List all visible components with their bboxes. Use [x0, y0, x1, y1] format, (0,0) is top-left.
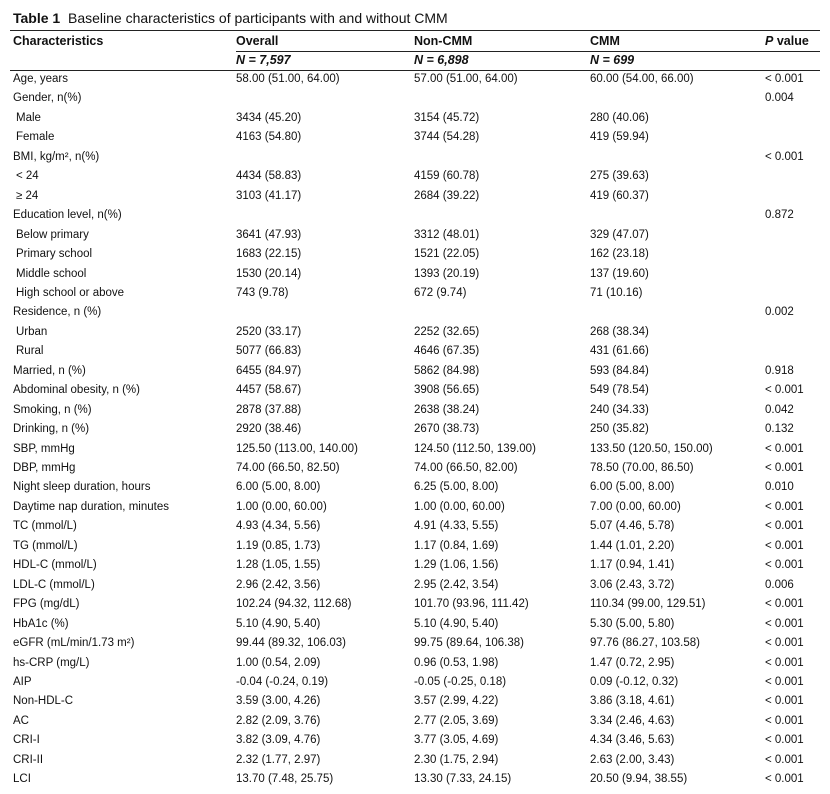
row-label: LDL-C (mmol/L) [13, 578, 95, 591]
cell-non-cmm: 5.10 (4.90, 5.40) [414, 617, 499, 630]
cell-non-cmm: 2670 (38.73) [414, 423, 480, 436]
row-label: DBP, mmHg [13, 462, 76, 474]
table-row [10, 540, 820, 559]
table-row [10, 501, 820, 520]
cell-non-cmm: 6.25 (5.00, 8.00) [414, 481, 499, 494]
cell-non-cmm: 4159 (60.78) [414, 170, 480, 183]
cell-overall: 125.50 (113.00, 140.00) [236, 442, 358, 455]
table-row [10, 112, 820, 131]
cell-p-value: < 0.001 [765, 637, 804, 650]
cell-overall: 3.82 (3.09, 4.76) [236, 734, 321, 747]
cell-cmm: 419 (59.94) [590, 131, 649, 144]
cell-cmm: 250 (35.82) [590, 423, 649, 436]
cell-non-cmm: 2.77 (2.05, 3.69) [414, 714, 499, 727]
cell-p-value: < 0.001 [765, 73, 804, 85]
row-label: AIP [13, 675, 32, 688]
row-label: BMI, kg/m², n(%) [13, 150, 100, 163]
cell-cmm: 3.34 (2.46, 4.63) [590, 714, 675, 727]
table-caption-label: Table 1 [13, 10, 61, 26]
cell-cmm: 240 (34.33) [590, 403, 649, 416]
table-row [10, 92, 820, 111]
cell-overall: 5.10 (4.90, 5.40) [236, 617, 321, 630]
cell-p-value: < 0.001 [765, 520, 804, 533]
row-label: ≥ 24 [16, 189, 39, 202]
cell-overall: 4163 (54.80) [236, 131, 302, 144]
cell-cmm: 275 (39.63) [590, 170, 649, 183]
row-label: TC (mmol/L) [13, 520, 77, 533]
cell-non-cmm: 1.00 (0.00, 60.00) [414, 500, 505, 513]
cell-overall: 4434 (58.83) [236, 170, 302, 183]
cell-cmm: 97.76 (86.27, 103.58) [590, 637, 700, 650]
cell-overall: 3641 (47.93) [236, 228, 302, 241]
table-row [10, 190, 820, 209]
cell-non-cmm: 1393 (20.19) [414, 267, 480, 280]
header-value-word: value [773, 34, 809, 48]
table-row [10, 306, 820, 325]
cell-p-value: 0.002 [765, 306, 794, 319]
cell-non-cmm: 13.30 (7.33, 24.15) [414, 773, 512, 786]
table-row [10, 676, 820, 695]
cell-overall: 1.19 (0.85, 1.73) [236, 539, 321, 552]
table-row [10, 773, 820, 792]
cell-non-cmm: 124.50 (112.50, 139.00) [414, 442, 536, 455]
cell-p-value: 0.872 [765, 209, 794, 222]
cell-overall: 2.96 (2.42, 3.56) [236, 578, 321, 591]
row-label: HDL-C (mmol/L) [13, 559, 97, 572]
cell-cmm: 5.07 (4.46, 5.78) [590, 520, 675, 533]
table-row [10, 268, 820, 287]
table-row [10, 695, 820, 714]
table-row [10, 423, 820, 442]
table-row [10, 151, 820, 170]
row-label: LCI [13, 773, 31, 786]
row-label: eGFR (mL/min/1.73 m²) [13, 637, 135, 650]
cell-non-cmm: -0.05 (-0.25, 0.18) [414, 675, 507, 688]
cell-overall: 13.70 (7.48, 25.75) [236, 773, 334, 786]
cell-cmm: 137 (19.60) [590, 267, 649, 280]
cell-overall: 2920 (38.46) [236, 423, 302, 436]
table-row [10, 170, 820, 189]
cell-cmm: 5.30 (5.00, 5.80) [590, 617, 675, 630]
cell-overall: 2520 (33.17) [236, 325, 302, 338]
cell-p-value: < 0.001 [765, 695, 804, 708]
cell-non-cmm: 4.91 (4.33, 5.55) [414, 520, 499, 533]
row-label: Abdominal obesity, n (%) [13, 384, 140, 397]
cell-non-cmm: 101.70 (93.96, 111.42) [414, 598, 529, 611]
cell-non-cmm: 74.00 (66.50, 82.00) [414, 462, 518, 474]
table-row [10, 754, 820, 773]
row-label: Education level, n(%) [13, 209, 122, 222]
cell-p-value: < 0.001 [765, 753, 804, 766]
header-overall: Overall [236, 34, 279, 48]
cell-p-value: 0.918 [765, 364, 794, 377]
header-non-cmm: Non-CMM [414, 34, 473, 48]
row-label: SBP, mmHg [13, 442, 75, 455]
table-row [10, 715, 820, 734]
cell-cmm: 60.00 (54.00, 66.00) [590, 73, 694, 85]
row-label: AC [13, 714, 29, 727]
table-caption [13, 10, 448, 26]
table-row [10, 248, 820, 267]
row-label: Below primary [16, 228, 89, 241]
cell-cmm: 1.47 (0.72, 2.95) [590, 656, 675, 669]
row-label: Rural [16, 345, 44, 358]
table-row [10, 287, 820, 306]
cell-non-cmm: 2.30 (1.75, 2.94) [414, 753, 499, 766]
table-row [10, 209, 820, 228]
cell-p-value: < 0.001 [765, 559, 804, 572]
cell-overall: 4457 (58.67) [236, 384, 302, 397]
cell-overall: 3103 (41.17) [236, 189, 302, 202]
cell-p-value: < 0.001 [765, 384, 804, 397]
cell-overall: 743 (9.78) [236, 286, 289, 299]
cell-cmm: 431 (61.66) [590, 345, 649, 358]
row-label: Residence, n (%) [13, 306, 102, 319]
cell-cmm: 20.50 (9.94, 38.55) [590, 773, 688, 786]
table-row [10, 443, 820, 462]
cell-non-cmm: 3744 (54.28) [414, 131, 480, 144]
row-label: < 24 [16, 170, 39, 183]
table-row [10, 734, 820, 753]
header-bottom-rule [10, 70, 820, 71]
cell-p-value: < 0.001 [765, 734, 804, 747]
cell-cmm: 419 (60.37) [590, 189, 649, 202]
cell-cmm: 78.50 (70.00, 86.50) [590, 462, 694, 474]
table-row [10, 598, 820, 617]
cell-non-cmm: 99.75 (89.64, 106.38) [414, 637, 524, 650]
cell-overall: 3.59 (3.00, 4.26) [236, 695, 321, 708]
cell-cmm: 593 (84.84) [590, 364, 649, 377]
table-row [10, 481, 820, 500]
cell-cmm: 3.06 (2.43, 3.72) [590, 578, 675, 591]
cell-p-value: 0.132 [765, 423, 794, 436]
cell-cmm: 268 (38.34) [590, 325, 649, 338]
cell-overall: 4.93 (4.34, 5.56) [236, 520, 321, 533]
cell-cmm: 549 (78.54) [590, 384, 649, 397]
cell-overall: 1683 (22.15) [236, 248, 302, 261]
row-label: TG (mmol/L) [13, 539, 78, 552]
cell-p-value: 0.006 [765, 578, 794, 591]
cell-overall: 6455 (84.97) [236, 364, 302, 377]
table-row [10, 520, 820, 539]
row-label: High school or above [16, 286, 125, 299]
table-row [10, 579, 820, 598]
cell-non-cmm: 57.00 (51.00, 64.00) [414, 73, 518, 85]
row-label: Urban [16, 325, 48, 338]
cell-non-cmm: 1.17 (0.84, 1.69) [414, 539, 499, 552]
header-cmm: CMM [590, 34, 620, 48]
cell-non-cmm: 672 (9.74) [414, 286, 467, 299]
row-label: hs-CRP (mg/L) [13, 656, 90, 669]
cell-cmm: 162 (23.18) [590, 248, 649, 261]
header-characteristics: Characteristics [13, 34, 104, 48]
table-row [10, 559, 820, 578]
cell-non-cmm: 2252 (32.65) [414, 325, 480, 338]
cell-p-value: < 0.001 [765, 539, 804, 552]
cell-overall: 6.00 (5.00, 8.00) [236, 481, 321, 494]
cell-overall: 1530 (20.14) [236, 267, 302, 280]
cell-p-value: < 0.001 [765, 442, 804, 455]
cell-non-cmm: 1.29 (1.06, 1.56) [414, 559, 499, 572]
cell-non-cmm: 2638 (38.24) [414, 403, 480, 416]
cell-cmm: 133.50 (120.50, 150.00) [590, 442, 713, 455]
cell-cmm: 71 (10.16) [590, 286, 643, 299]
cell-non-cmm: 3.57 (2.99, 4.22) [414, 695, 499, 708]
row-label: Night sleep duration, hours [13, 481, 151, 494]
cell-p-value: < 0.001 [765, 773, 804, 786]
cell-p-value: < 0.001 [765, 656, 804, 669]
row-label: Smoking, n (%) [13, 403, 92, 416]
cell-p-value: < 0.001 [765, 150, 804, 163]
cell-non-cmm: 5862 (84.98) [414, 364, 480, 377]
table-row [10, 73, 820, 92]
cell-overall: 1.00 (0.54, 2.09) [236, 656, 321, 669]
cell-cmm: 4.34 (3.46, 5.63) [590, 734, 675, 747]
cell-cmm: 329 (47.07) [590, 228, 649, 241]
cell-p-value: 0.004 [765, 92, 794, 105]
n-cmm: N = 699 [590, 53, 635, 67]
row-label: Daytime nap duration, minutes [13, 500, 169, 513]
n-overall: N = 7,597 [236, 53, 291, 67]
row-label: Primary school [16, 248, 93, 261]
table-row [10, 404, 820, 423]
cell-overall: 99.44 (89.32, 106.03) [236, 637, 346, 650]
cell-overall: 3434 (45.20) [236, 111, 302, 124]
cell-p-value: 0.010 [765, 481, 794, 494]
cell-p-value: < 0.001 [765, 617, 804, 630]
cell-p-value: < 0.001 [765, 500, 804, 513]
cell-non-cmm: 3.77 (3.05, 4.69) [414, 734, 499, 747]
table-row [10, 131, 820, 150]
cell-p-value: < 0.001 [765, 675, 804, 688]
cell-overall: 5077 (66.83) [236, 345, 302, 358]
table-row [10, 657, 820, 676]
table-row [10, 618, 820, 637]
row-label: Middle school [16, 267, 87, 280]
row-label: Drinking, n (%) [13, 423, 90, 436]
table-row [10, 365, 820, 384]
header-p-letter: P [765, 34, 774, 48]
cell-overall: 2.82 (2.09, 3.76) [236, 714, 321, 727]
cell-cmm: 280 (40.06) [590, 111, 649, 124]
cell-p-value: 0.042 [765, 403, 794, 416]
cell-non-cmm: 3154 (45.72) [414, 111, 480, 124]
cell-cmm: 7.00 (0.00, 60.00) [590, 500, 681, 513]
cell-overall: -0.04 (-0.24, 0.19) [236, 675, 329, 688]
row-label: Male [16, 111, 41, 124]
cell-non-cmm: 2.95 (2.42, 3.54) [414, 578, 499, 591]
cell-non-cmm: 2684 (39.22) [414, 189, 480, 202]
table-row [10, 229, 820, 248]
cell-overall: 1.00 (0.00, 60.00) [236, 500, 327, 513]
table-row [10, 637, 820, 656]
row-label: Gender, n(%) [13, 92, 82, 105]
row-label: Age, years [13, 73, 68, 85]
cell-non-cmm: 3312 (48.01) [414, 228, 480, 241]
table-row [10, 384, 820, 403]
table-row [10, 345, 820, 364]
header-p-value [765, 34, 809, 48]
table-row [10, 326, 820, 345]
cell-overall: 1.28 (1.05, 1.55) [236, 559, 321, 572]
cell-p-value: < 0.001 [765, 714, 804, 727]
cell-non-cmm: 4646 (67.35) [414, 345, 480, 358]
cell-p-value: < 0.001 [765, 598, 804, 611]
table-row [10, 462, 820, 481]
cell-p-value: < 0.001 [765, 462, 804, 474]
cell-overall: 58.00 (51.00, 64.00) [236, 73, 340, 85]
cell-non-cmm: 1521 (22.05) [414, 248, 480, 261]
n-non-cmm: N = 6,898 [414, 53, 469, 67]
cell-cmm: 3.86 (3.18, 4.61) [590, 695, 675, 708]
cell-cmm: 110.34 (99.00, 129.51) [590, 598, 706, 611]
cell-non-cmm: 0.96 (0.53, 1.98) [414, 656, 499, 669]
row-label: Married, n (%) [13, 364, 86, 377]
cell-cmm: 2.63 (2.00, 3.43) [590, 753, 675, 766]
row-label: Non-HDL-C [13, 695, 74, 708]
row-label: CRI-I [13, 734, 40, 747]
row-label: CRI-II [13, 753, 44, 766]
cell-overall: 102.24 (94.32, 112.68) [236, 598, 352, 611]
row-label: HbA1c (%) [13, 617, 69, 630]
cell-cmm: 6.00 (5.00, 8.00) [590, 481, 675, 494]
row-label: Female [16, 131, 55, 144]
row-label: FPG (mg/dL) [13, 598, 80, 611]
cell-cmm: 1.44 (1.01, 2.20) [590, 539, 675, 552]
cell-cmm: 1.17 (0.94, 1.41) [590, 559, 675, 572]
cell-cmm: 0.09 (-0.12, 0.32) [590, 675, 679, 688]
cell-overall: 2878 (37.88) [236, 403, 302, 416]
header-mid-rule [236, 51, 820, 52]
cell-non-cmm: 3908 (56.65) [414, 384, 480, 397]
table-caption-text: Baseline characteristics of participants with and without CMM [67, 10, 448, 26]
cell-overall: 2.32 (1.77, 2.97) [236, 753, 321, 766]
cell-overall: 74.00 (66.50, 82.50) [236, 462, 340, 474]
table-top-rule [10, 30, 820, 31]
